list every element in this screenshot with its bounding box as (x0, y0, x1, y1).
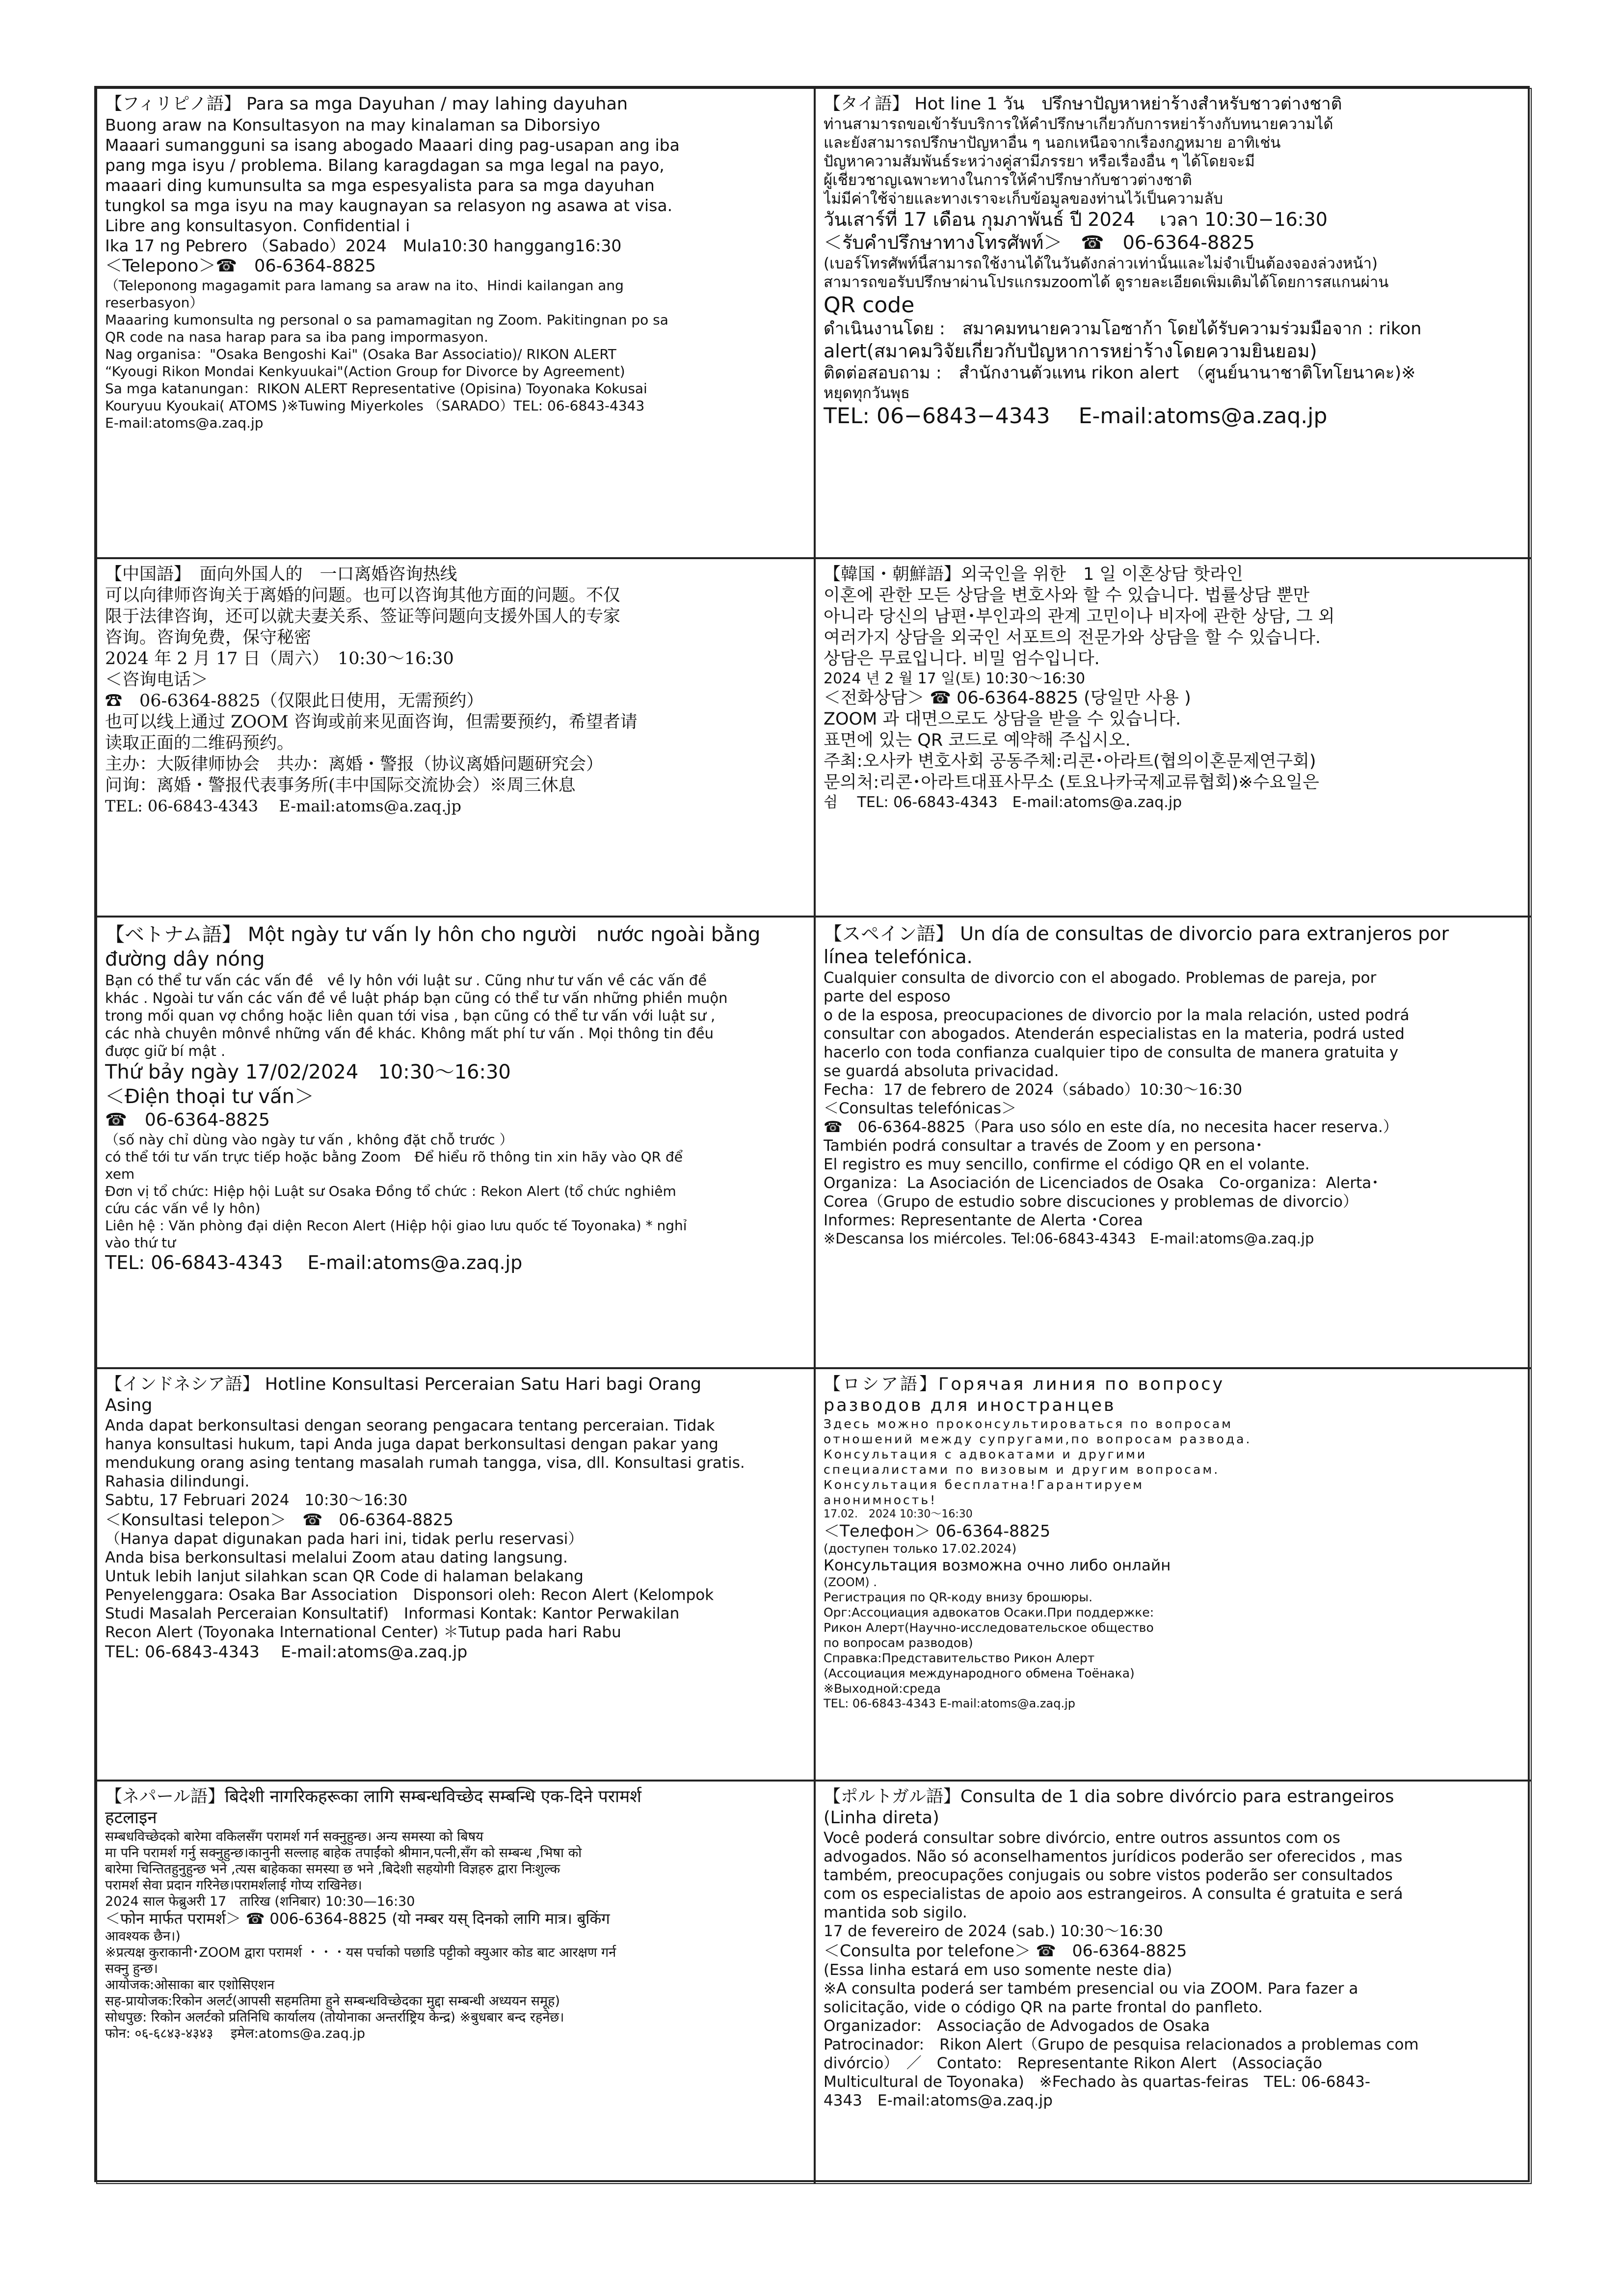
indonesian-heading: 【インドネシア語】 Hotline Konsultasi Perceraian Satu Hari bagi Orang (105, 1375, 702, 1394)
cell-spanish (815, 917, 1532, 1368)
filipino-line: Nag organisa："Osaka Bengoshi Kai" (Osaka Bar Associatio)/ RIKON ALERT (105, 346, 616, 362)
filipino-line: Maaaring kumonsulta ng personal o sa pamamagitan ng Zoom. Pakitingnan po sa (105, 312, 668, 328)
nepali-heading: 【ネパール語】बिदेशी नागरिकहरूका लागि सम्बन्धविच्छेद सम्बन्धि एक-दिने परामर्श (105, 1787, 641, 1807)
vietnamese-line: （số này chỉ dùng vào ngày tư vấn , không đặt chỗ trước ） (105, 1132, 513, 1148)
chinese-line: 也可以线上通过 ZOOM 咨询或前来见面咨询，但需要预约，希望者请 (105, 712, 638, 732)
vietnamese-line: xem (105, 1166, 135, 1182)
portuguese-line: ＜Consulta por telefone＞ ☎ 06-6364-8825 (824, 1941, 1187, 1960)
portuguese-line: ※A consulta poderá ser também presencial ou via ZOOM. Para fazer a (824, 1980, 1358, 1998)
portuguese-line: Organizador: Associação de Advogados de Osaka (824, 2017, 1210, 2035)
portuguese-line: mantida sob sigilo. (824, 1904, 967, 1921)
filipino-line: E-mail:atoms@a.zaq.jp (105, 415, 264, 431)
indonesian-line: mendukung orang asing tentang masalah rumah tangga, visa, dll. Konsultasi gratis. (105, 1454, 745, 1472)
spanish-line: ☎ 06-6364-8825（Para uso sólo en este día, no necesita hacer reserva.） (824, 1118, 1398, 1136)
filipino-line: QR code na nasa harap para sa iba pang impormasyon. (105, 329, 488, 345)
thai-line: ท่านสามารถขอเข้ารับบริการให้คำปรึกษาเกี่ยวกับการหย่าร้างกับทนายความได้ (824, 115, 1333, 133)
filipino-line: maaari ding kumunsulta sa mga espesyalista para sa mga dayuhan (105, 176, 655, 195)
filipino-line: tungkol sa mga isyu na may kaugnayan sa relasyon ng asawa at visa. (105, 196, 673, 215)
russian-line: отношений между супругами,по вопросам развода. (824, 1432, 1252, 1446)
chinese-line: 可以向律师咨询关于离婚的问题。也可以咨询其他方面的问题。不仅 (105, 586, 621, 605)
filipino-line: Buong araw na Konsultasyon na may kinalaman sa Diborsiyo (105, 115, 600, 135)
russian-line: ＜Телефон＞ 06-6364-8825 (824, 1521, 1051, 1540)
russian-line: Консультация возможна очно либо онлайн (824, 1557, 1171, 1574)
korean-line: 이혼에 관한 모든 상담을 변호사와 할 수 있습니다. 법률상담 뿐만 (824, 586, 1310, 605)
portuguese-heading: 【ポルトガル語】Consulta de 1 dia sobre divórcio para estrangeiros (824, 1787, 1394, 1807)
chinese-line: TEL: 06-6843-4343 E-mail:atoms@a.zaq.jp (105, 797, 461, 815)
spanish-line: o de la esposa, preocupaciones de divorcio por la mala relación, usted podrá (824, 1006, 1410, 1024)
spanish-line: Fecha：17 de febrero de 2024（sábado）10:30～16:30 (824, 1081, 1243, 1099)
thai-line: ไม่มีค่าใช้จ่ายและทางเราจะเก็บข้อมูลของท่านไว้เป็นความลับ (824, 190, 1223, 208)
indonesian-line: Anda bisa berkonsultasi melalui Zoom atau dating langsung. (105, 1549, 568, 1567)
filipino-line: （Teleponong magagamit para lamang sa araw na ito、Hindi kailangan ang (105, 277, 624, 294)
nepali-line: सक्नु हुन्छ। (105, 1961, 158, 1976)
russian-line: (Ассоциация международного обмена Тоёнака) (824, 1666, 1135, 1680)
portuguese-line: advogados. Não só aconselhamentos jurídicos poderão ser oferecidos , mas (824, 1848, 1403, 1865)
spanish-line: se guardá absoluta privacidad. (824, 1062, 1059, 1080)
thai-line: สามารถขอรับปรึกษาผ่านโปรแกรมzoomได้ ดูรายละเอียดเพิ่มเติมได้โดยการสแกนผ่าน (824, 273, 1389, 291)
portuguese-line: também, preocupações conjugais ou sobre vistos poderão ser consultados (824, 1866, 1393, 1884)
filipino-line: “Kyougi Rikon Mondai Kenkyuukai"(Action Group for Divorce by Agreement) (105, 363, 625, 379)
portuguese-line: (Essa linha estará em uso somente neste dia) (824, 1961, 1172, 1979)
vietnamese-heading: 【ベトナム語】 Một ngày tư vấn ly hôn cho người nước ngoài bằng (105, 923, 761, 946)
chinese-heading: 【中国語】 面向外国人的 一口离婚咨询热线 (105, 565, 457, 584)
russian-line: специалистами по визовым и другим вопросам. (824, 1462, 1220, 1477)
spanish-heading: 【スペイン語】 Un día de consultas de divorcio para extranjeros por (824, 923, 1449, 945)
indonesian-line: Sabtu, 17 Februari 2024 10:30～16:30 (105, 1491, 408, 1509)
vietnamese-line: vào thứ tư (105, 1235, 176, 1251)
korean-line: 표면에 있는 QR 코드로 예약해 주십시오. (824, 730, 1131, 750)
thai-line: alert(สมาคมวิจัยเกี่ยวกับปัญหาการหย่าร้างโดยความยินยอม) (824, 340, 1317, 362)
portuguese-line: divórcio） ／ Contato: Representante Rikon Alert (Associação (824, 2054, 1323, 2072)
nepali-line: 2024 साल फेब्रुअरी 17 तारिख (शनिबार) 10:30—16:30 (105, 1894, 415, 1909)
korean-heading: 【韓国・朝鮮語】외국인을 위한 1 일 이혼상담 핫라인 (824, 565, 1244, 584)
portuguese-line: 17 de fevereiro de 2024 (sab.) 10:30～16:30 (824, 1922, 1163, 1940)
russian-line: Справка:Представительство Рикон Алерт (824, 1651, 1095, 1665)
vietnamese-line: đường dây nóng (105, 948, 265, 971)
portuguese-line: Você poderá consultar sobre divórcio, entre outros assuntos com os (824, 1829, 1340, 1847)
spanish-line: parte del esposo (824, 988, 951, 1005)
indonesian-line: TEL: 06-6843-4343 E-mail:atoms@a.zaq.jp (105, 1642, 468, 1661)
portuguese-line: Multicultural de Toyonaka) ※Fechado às quartas-feiras TEL: 06-6843- (824, 2073, 1371, 2091)
cell-korean (815, 558, 1532, 917)
indonesian-line: ＜Konsultasi telepon＞ ☎ 06-6364-8825 (105, 1510, 454, 1529)
indonesian-line: Recon Alert (Toyonaka International Center) ＊Tutup pada hari Rabu (105, 1623, 621, 1641)
spanish-line: hacerlo con toda confianza cualquier tipo de consulta de manera gratuita y (824, 1044, 1399, 1061)
spanish-line: ＜Consultas telefónicas＞ (824, 1100, 1017, 1117)
indonesian-line: Asing (105, 1396, 153, 1415)
spanish-line: El registro es muy sencillo, confirme el código QR en el volante. (824, 1156, 1310, 1173)
indonesian-line: Rahasia dilindungi. (105, 1473, 250, 1490)
portuguese-line: solicitação, vide o código QR na parte frontal do panfleto. (824, 1999, 1263, 2016)
nepali-line: आवश्यक छैन।) (105, 1929, 181, 1944)
chinese-line: 咨询。咨询免费，保守秘密 (105, 628, 312, 648)
portuguese-line: Patrocinador: Rikon Alert（Grupo de pesquisa relacionados a problemas com (824, 2036, 1419, 2053)
cell-thai (815, 88, 1532, 558)
korean-line: 상담은 무료입니다. 비밀 엄수입니다. (824, 649, 1100, 669)
thai-line: TEL: 06−6843−4343 E-mail:atoms@a.zaq.jp (824, 404, 1328, 429)
korean-line: 문의처:리콘･아라트대표사무소 (토요나카국제교류협회)※수요일은 (824, 773, 1319, 792)
korean-line: 2024 년 2 월 17 일(토) 10:30～16:30 (824, 670, 1086, 687)
filipino-line: reserbasyon） (105, 295, 204, 311)
filipino-line: ＜Telepono＞☎ 06-6364-8825 (105, 256, 376, 276)
russian-line: 17.02. 2024 10:30～16:30 (824, 1508, 973, 1520)
vietnamese-line: khác . Ngoài tư vấn các vấn đề về luật pháp bạn cũng có thể tư vấn những phiền muộn (105, 990, 728, 1006)
russian-line: ※Выходной:среда (824, 1681, 941, 1696)
spanish-line: Corea（Grupo de estudio sobre discuciones y problemas de divorcio） (824, 1193, 1358, 1211)
chinese-line: 读取正面的二维码预约。 (105, 733, 294, 753)
russian-line: Рикон Алерт(Научно-исследовательское общество (824, 1621, 1154, 1635)
thai-line: QR code (824, 293, 915, 318)
spanish-line: Cualquier consulta de divorcio con el abogado. Problemas de pareja, por (824, 969, 1377, 987)
language-notice-table (94, 86, 1530, 2182)
indonesian-line: Studi Masalah Perceraian Konsultatif) Informasi Kontak: Kantor Perwakilan (105, 1605, 680, 1622)
vietnamese-line: có thể tới tư vấn trực tiếp hoặc bằng Zoom Để hiểu rõ thông tin xin hãy vào QR để (105, 1149, 683, 1165)
indonesian-line: Untuk lebih lanjut silahkan scan QR Code di halaman belakang (105, 1567, 584, 1585)
korean-line: ZOOM 과 대면으로도 상담을 받을 수 있습니다. (824, 709, 1181, 729)
russian-line: по вопросам разводов) (824, 1636, 973, 1650)
vietnamese-line: ☎ 06-6364-8825 (105, 1110, 270, 1130)
nepali-line: ※प्रत्यक्ष कुराकानी･ZOOM द्वारा परामर्श ・・・यस पर्चाको पछाडि पट्टीको क्युआर कोड बाट आरक्षण गर्न (105, 1945, 616, 1960)
chinese-line: 限于法律咨询，还可以就夫妻关系、签证等问题向支援外国人的专家 (105, 607, 621, 626)
portuguese-line: (Linha direta) (824, 1808, 939, 1828)
russian-line: разводов для иностранцев (824, 1396, 1116, 1415)
vietnamese-line: Bạn có thể tư vấn các vấn đề về ly hôn với luật sư . Cũng như tư vấn về các vấn đề (105, 972, 707, 989)
vietnamese-line: trong mối quan vợ chồng hoặc liên quan tới visa , bạn cũng có thể tư vấn với luật sư , (105, 1007, 716, 1024)
nepali-line: ＜फोन मार्फत परामर्श＞ ☎ 006-6364-8825 (यो नम्बर यस् दिनको लागि मात्र। बुकिंग (105, 1910, 610, 1928)
nepali-line: सह-प्रायोजक:रिकोन अलर्ट(आपसी सहमतिमा हुने सम्बन्धविच्छेदका मुद्दा सम्बन्धी अध्ययन समूह) (105, 1994, 560, 2009)
cell-portuguese (815, 1781, 1532, 2184)
chinese-line: 问询：离婚・警报代表事务所(丰中国际交流协会）※周三休息 (105, 776, 576, 795)
vietnamese-line: được giữ bí mật . (105, 1043, 226, 1059)
chinese-line: 主办：大阪律师协会 共办：离婚・警报（协议离婚问题研究会） (105, 755, 604, 774)
thai-line: และยังสามารถปรึกษาปัญหาอื่น ๆ นอกเหนือจากเรื่องกฎหมาย อาทิเช่น (824, 134, 1281, 152)
russian-line: Консультация бесплатна!Гарантируем (824, 1478, 1144, 1492)
thai-line: (เบอร์โทรศัพท์นี้สามารถใช้งานได้ในวันดังกล่าวเท่านั้นและไม่จำเป็นต้องจองล่วงหน้า) (824, 255, 1378, 272)
indonesian-line: Anda dapat berkonsultasi dengan seorang pengacara tentang perceraian. Tidak (105, 1417, 715, 1434)
russian-line: Здесь можно проконсультироваться по вопросам (824, 1417, 1233, 1431)
chinese-line: 2024 年 2 月 17 日（周六） 10:30～16:30 (105, 649, 454, 669)
russian-line: Регистрация по QR-коду внизу брошюры. (824, 1590, 1093, 1604)
filipino-line: pang mga isyu / problema. Bilang karagdagan sa mga legal na payo, (105, 156, 665, 175)
filipino-line: Sa mga katanungan：RIKON ALERT Representative (Opisina) Toyonaka Kokusai (105, 380, 647, 397)
cell-russian (815, 1368, 1532, 1781)
korean-line: 주최:오사카 변호사회 공동주체:리콘･아라트(협의이혼문제연구회) (824, 752, 1316, 771)
nepali-line: सोधपुछ: रिकोन अलर्टको प्रतिनिधि कार्यालय (तोयोनाका अन्तर्राष्ट्रिय केन्द्र) ※बुधबार बन्द रहनेछ। (105, 2010, 564, 2025)
spanish-line: consultar con abogados. Atenderán especialistas en la materia, podrá usted (824, 1025, 1405, 1043)
vietnamese-line: Liên hệ : Văn phòng đại diện Recon Alert (Hiệp hội giao lưu quốc tế Toyonaka) * nghỉ (105, 1217, 687, 1234)
nepali-line: सम्बधविच्छेदको बारेमा वकिलसँग परामर्श गर्न सक्नुहुन्छ। अन्य समस्या को बिषय (105, 1829, 483, 1844)
spanish-line: Organiza：La Asociación de Licenciados de Osaka Co-organiza：Alerta･ (824, 1174, 1379, 1192)
vietnamese-line: Thứ bảy ngày 17/02/2024 10:30～16:30 (105, 1061, 511, 1083)
spanish-line: También podrá consultar a través de Zoom y en persona･ (824, 1137, 1263, 1155)
chinese-line: ＜咨询电话＞ (105, 670, 209, 690)
vietnamese-line: các nhà chuyên mônvề những vấn đề khác. Không mất phí tư vấn . Mọi thông tin đều (105, 1025, 714, 1042)
portuguese-line: com os especialistas de apoio aos estrangeiros. A consulta é gratuita e será (824, 1885, 1403, 1903)
korean-line: 아니라 당신의 남편･부인과의 관계 고민이나 비자에 관한 상담, 그 외 (824, 607, 1335, 626)
cell-nepali (96, 1781, 815, 2184)
thai-heading: 【タイ語】 Hot line 1 วัน ปรึกษาปัญหาหย่าร้างสำหรับชาวต่างชาติ (824, 94, 1342, 114)
thai-line: ปัญหาความสัมพันธ์ระหว่างคู่สามีภรรยา หรือเรื่องอื่น ๆ ได้โดยจะมี (824, 153, 1255, 170)
vietnamese-line: ＜Điện thoại tư vấn＞ (105, 1085, 314, 1108)
korean-line: 쉼 TEL: 06-6843-4343 E-mail:atoms@a.zaq.jp (824, 794, 1182, 811)
filipino-heading: 【フィリピノ語】 Para sa mga Dayuhan / may lahing dayuhan (105, 94, 628, 114)
nepali-line: मा पनि परामर्श गर्नु सक्नुहुन्छ।कानुनी सल्लाह बाहेक तपाईंको श्रीमान,पत्नी,सँग को सम्बन्ध ,भिषा को (105, 1845, 582, 1861)
cell-filipino (96, 88, 815, 558)
chinese-line: ☎ 06-6364-8825（仅限此日使用，无需预约） (105, 691, 484, 711)
indonesian-line: hanya konsultasi hukum, tapi Anda juga dapat berkonsultasi dengan pakar yang (105, 1435, 718, 1453)
nepali-line: आयोजक:ओसाका बार एशोसिएशन (105, 1977, 275, 1993)
filipino-line: Maaari sumangguni sa isang abogado Maaari ding pag-usapan ang iba (105, 135, 680, 155)
nepali-line: बारेमा चिन्तितहुनुहुन्छ भने ,त्यस बाहेकका समस्या छ भने ,बिदेशी सहयोगी विज्ञहरु द्वारा निःशुल्क (105, 1862, 560, 1877)
nepali-line: हटलाइन (105, 1808, 157, 1828)
russian-line: Консультация с адвокатами и другими (824, 1447, 1147, 1461)
russian-line: (доступен только 17.02.2024) (824, 1541, 1017, 1556)
vietnamese-line: TEL: 06-6843-4343 E-mail:atoms@a.zaq.jp (105, 1252, 523, 1273)
indonesian-line: Penyelenggara: Osaka Bar Association Disponsori oleh: Recon Alert (Kelompok (105, 1586, 714, 1604)
korean-line: ＜전화상담＞ ☎ 06-6364-8825 (당일만 사용 ) (824, 688, 1191, 708)
cell-chinese (96, 558, 815, 917)
thai-line: ติดต่อสอบถาม : สำนักงานตัวแทน rikon alert （ศูนย์นานาชาติโทโยนาคะ)※ (824, 363, 1416, 383)
indonesian-line: （Hanya dapat digunakan pada hari ini, tidak perlu reservasi） (105, 1530, 584, 1548)
thai-line: ดำเนินงานโดย : สมาคมทนายความโอซาก้า โดยได้รับความร่วมมือจาก : rikon (824, 319, 1422, 339)
vietnamese-line: cứu các vấn về ly hôn) (105, 1200, 261, 1216)
spanish-line: Informes: Representante de Alerta ･Corea (824, 1212, 1143, 1229)
korean-line: 여러가지 상담을 외국인 서포트의 전문가와 상담을 할 수 있습니다. (824, 628, 1321, 648)
nepali-line: फोन: ०६-६८४३-४३४३ इमेल:atoms@a.zaq.jp (105, 2026, 365, 2041)
cell-indonesian (96, 1368, 815, 1781)
thai-line: หยุดทุกวันพุธ (824, 384, 910, 402)
russian-line: (ZOOM) . (824, 1575, 877, 1589)
thai-line: วันเสาร์ที่ 17 เดือน กุมภาพันธ์ ปี 2024 เวลา 10:30−16:30 (824, 209, 1328, 230)
thai-line: ผู้เชี่ยวชาญเฉพาะทางในการให้คำปรึกษากับชาวต่างชาติ (824, 171, 1192, 189)
spanish-line: ※Descansa los miércoles. Tel:06-6843-4343 E-mail:atoms@a.zaq.jp (824, 1230, 1314, 1247)
russian-line: анонимность! (824, 1493, 937, 1507)
spanish-line: línea telefónica. (824, 946, 973, 968)
russian-heading: 【ロシア語】Горячая линия по вопросу (824, 1375, 1225, 1394)
filipino-line: Ika 17 ng Pebrero （Sabado）2024 Mula10:30 hanggang16:30 (105, 236, 622, 255)
vietnamese-line: Đơn vị tổ chức: Hiệp hội Luật sư Osaka Đồng tổ chức : Rekon Alert (tổ chức nghiêm (105, 1183, 676, 1199)
portuguese-line: 4343 E-mail:atoms@a.zaq.jp (824, 2092, 1053, 2109)
russian-line: TEL: 06-6843-4343 E-mail:atoms@a.zaq.jp (824, 1697, 1075, 1710)
cell-vietnamese (96, 917, 815, 1368)
filipino-line: Libre ang konsultasyon. Confidential i (105, 216, 410, 235)
filipino-line: Kouryuu Kyoukai( ATOMS )※Tuwing Miyerkoles （SARADO）TEL: 06-6843-4343 (105, 398, 645, 414)
nepali-line: परामर्श सेवा प्रदान गरिनेछ।परामर्शलाई गोप्य राखिनेछ। (105, 1878, 362, 1893)
thai-line: ＜รับคำปรึกษาทางโทรศัพท์＞ ☎ 06-6364-8825 (824, 232, 1255, 253)
russian-line: Орг:Ассоциация адвокатов Осаки.При поддержке: (824, 1605, 1154, 1620)
